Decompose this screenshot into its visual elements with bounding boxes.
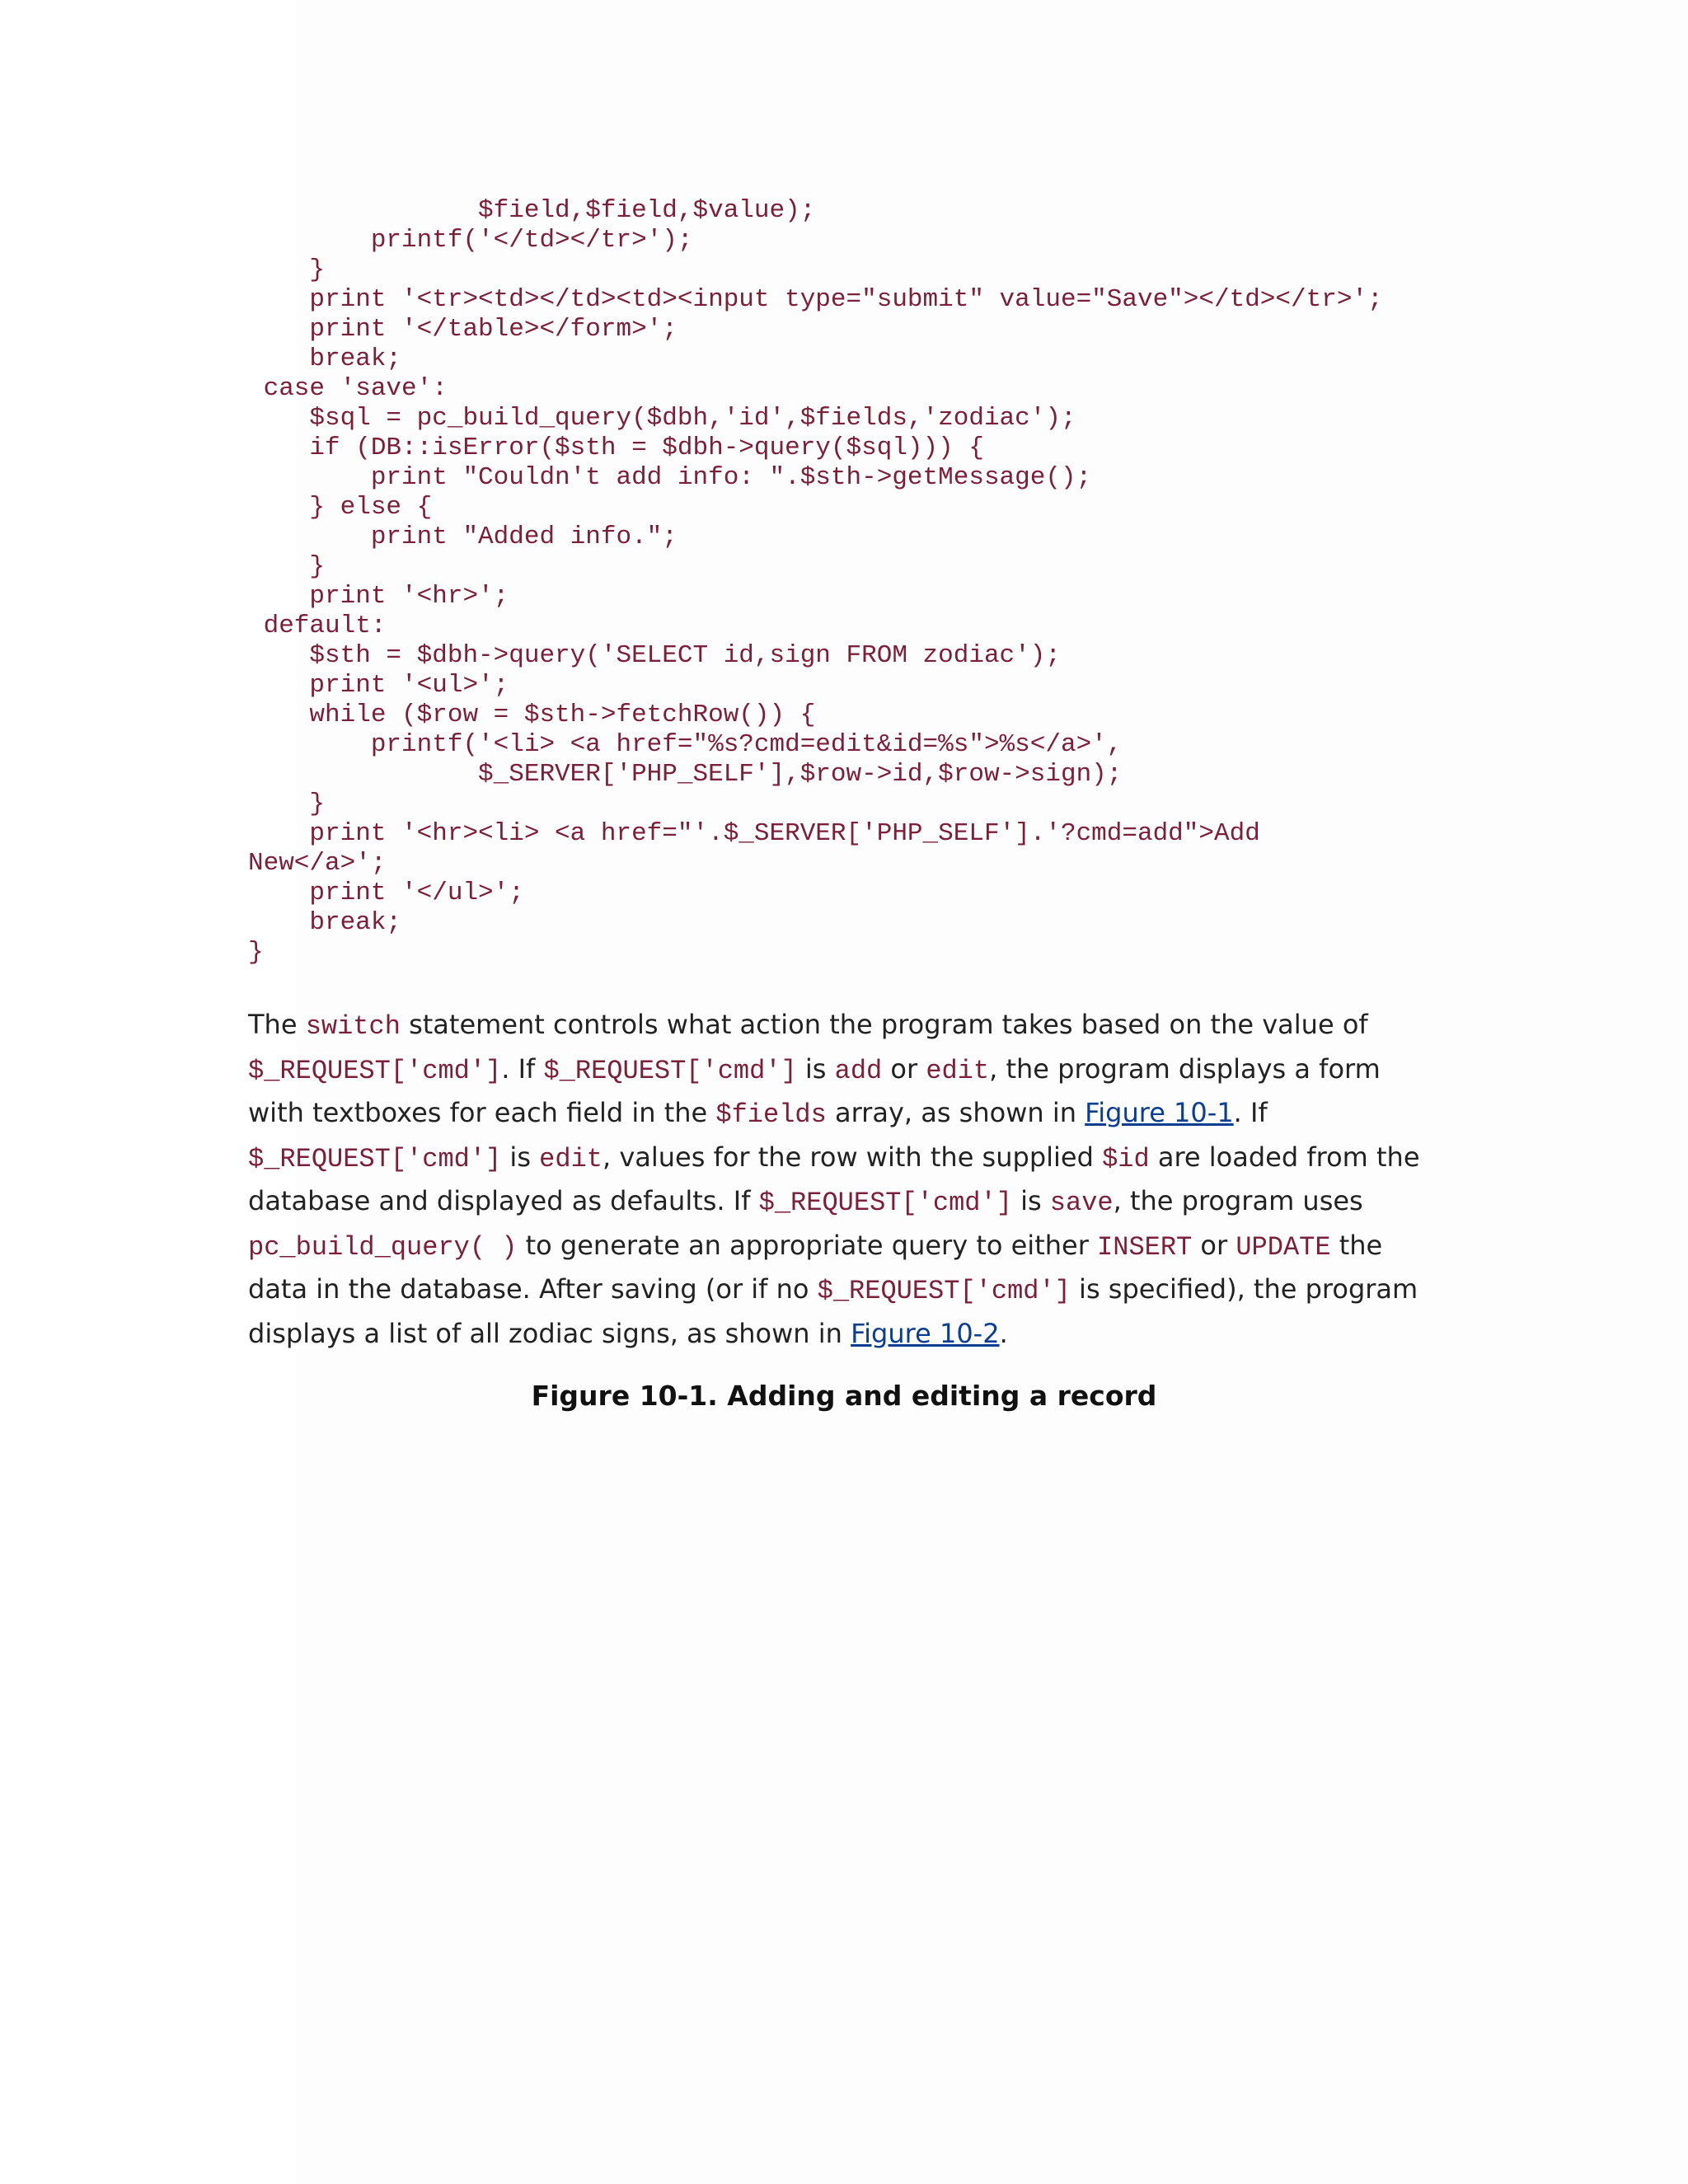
text-run: or [1192,1229,1236,1261]
code-line: if (DB::isError($sth = $dbh->query($sql))) { [248,434,984,462]
text-run: . If [1233,1097,1268,1128]
code-line: print '</ul>'; [248,879,524,907]
figure-caption: Figure 10-1. Adding and editing a record [531,1380,1157,1412]
inline-code: edit [926,1055,990,1086]
code-line: print '<hr>'; [248,582,509,611]
text-run: to generate an appropriate query to either [517,1229,1098,1261]
code-line: printf('</td></tr>'); [248,226,693,255]
code-line: case 'save': [248,374,448,403]
text-run: is [796,1052,835,1085]
code-line: } [248,790,326,818]
code-line: $field,$field,$value); [248,196,816,225]
code-line: $sth = $dbh->query('SELECT id,sign FROM zodiac'); [248,641,1061,670]
inline-code: pc_build_query( ) [248,1231,518,1263]
code-line: while ($row = $sth->fetchRow()) { [248,701,816,729]
inline-code: save [1049,1188,1114,1218]
inline-code: $_REQUEST['cmd'] [817,1276,1071,1306]
text-run: the data in the database. After saving (or if no [248,1229,1383,1305]
code-line: print "Couldn't add info: ".$sth->getMessage(); [248,463,1092,492]
text-run: are loaded from the database and displayed as defaults. If [248,1141,1420,1216]
text-run: . If [501,1052,544,1085]
code-line: print '<tr><td></td><td><input type="submit" value="Save"></td></tr>'; [248,285,1383,314]
code-line: } [248,552,326,581]
body-paragraph [248,1004,1443,1355]
text-run: The [248,1009,306,1040]
inline-code: edit [539,1143,603,1174]
code-line: print '<hr><li> <a href="'.$_SERVER['PHP_SELF'].'?cmd=add">Add [248,819,1260,848]
text-run: is [501,1141,540,1173]
inline-code: add [834,1055,883,1086]
text-run: . [999,1317,1008,1349]
inline-code: UPDATE [1236,1231,1331,1263]
code-line: } [248,255,326,284]
text-run: is [1011,1185,1050,1216]
code-line: $sql = pc_build_query($dbh,'id',$fields,'zodiac'); [248,404,1076,433]
inline-code: switch [305,1011,401,1042]
code-listing [248,196,1383,968]
text-run: , the program uses [1113,1185,1363,1216]
inline-code: $fields [715,1099,827,1130]
inline-code: INSERT [1097,1231,1193,1263]
code-line: break; [248,344,402,373]
text-run: , the program displays a form with textboxes for each field in the [248,1052,1381,1128]
inline-code: $_REQUEST['cmd'] [248,1143,502,1174]
inline-code: $_REQUEST['cmd'] [248,1055,502,1086]
inline-code: $id [1102,1143,1150,1174]
code-line: } [248,938,264,967]
code-line: print '</table></form>'; [248,315,678,344]
figure-10-2-link[interactable]: Figure 10-2 [851,1317,1000,1349]
code-line: } else { [248,493,433,522]
code-line: $_SERVER['PHP_SELF'],$row->id,$row->sign); [248,760,1123,789]
code-line: New</a>'; [248,849,387,878]
text-run: is specified), the program displays a list of all zodiac signs, as shown in [248,1273,1418,1349]
text-run: statement controls what action the program takes based on the value of [400,1009,1368,1040]
figure-10-1-link[interactable]: Figure 10-1 [1085,1097,1234,1128]
text-run: array, as shown in [826,1097,1085,1128]
inline-code: $_REQUEST['cmd'] [758,1188,1012,1218]
code-line: print "Added info."; [248,523,678,551]
code-line: default: [248,612,387,640]
text-run: or [882,1052,926,1085]
code-line: printf('<li> <a href="%s?cmd=edit&id=%s">%s</a>', [248,730,1123,759]
code-line: break; [248,908,402,937]
text-run: , values for the row with the supplied [602,1141,1103,1173]
code-line: print '<ul>'; [248,671,509,700]
inline-code: $_REQUEST['cmd'] [543,1055,797,1086]
